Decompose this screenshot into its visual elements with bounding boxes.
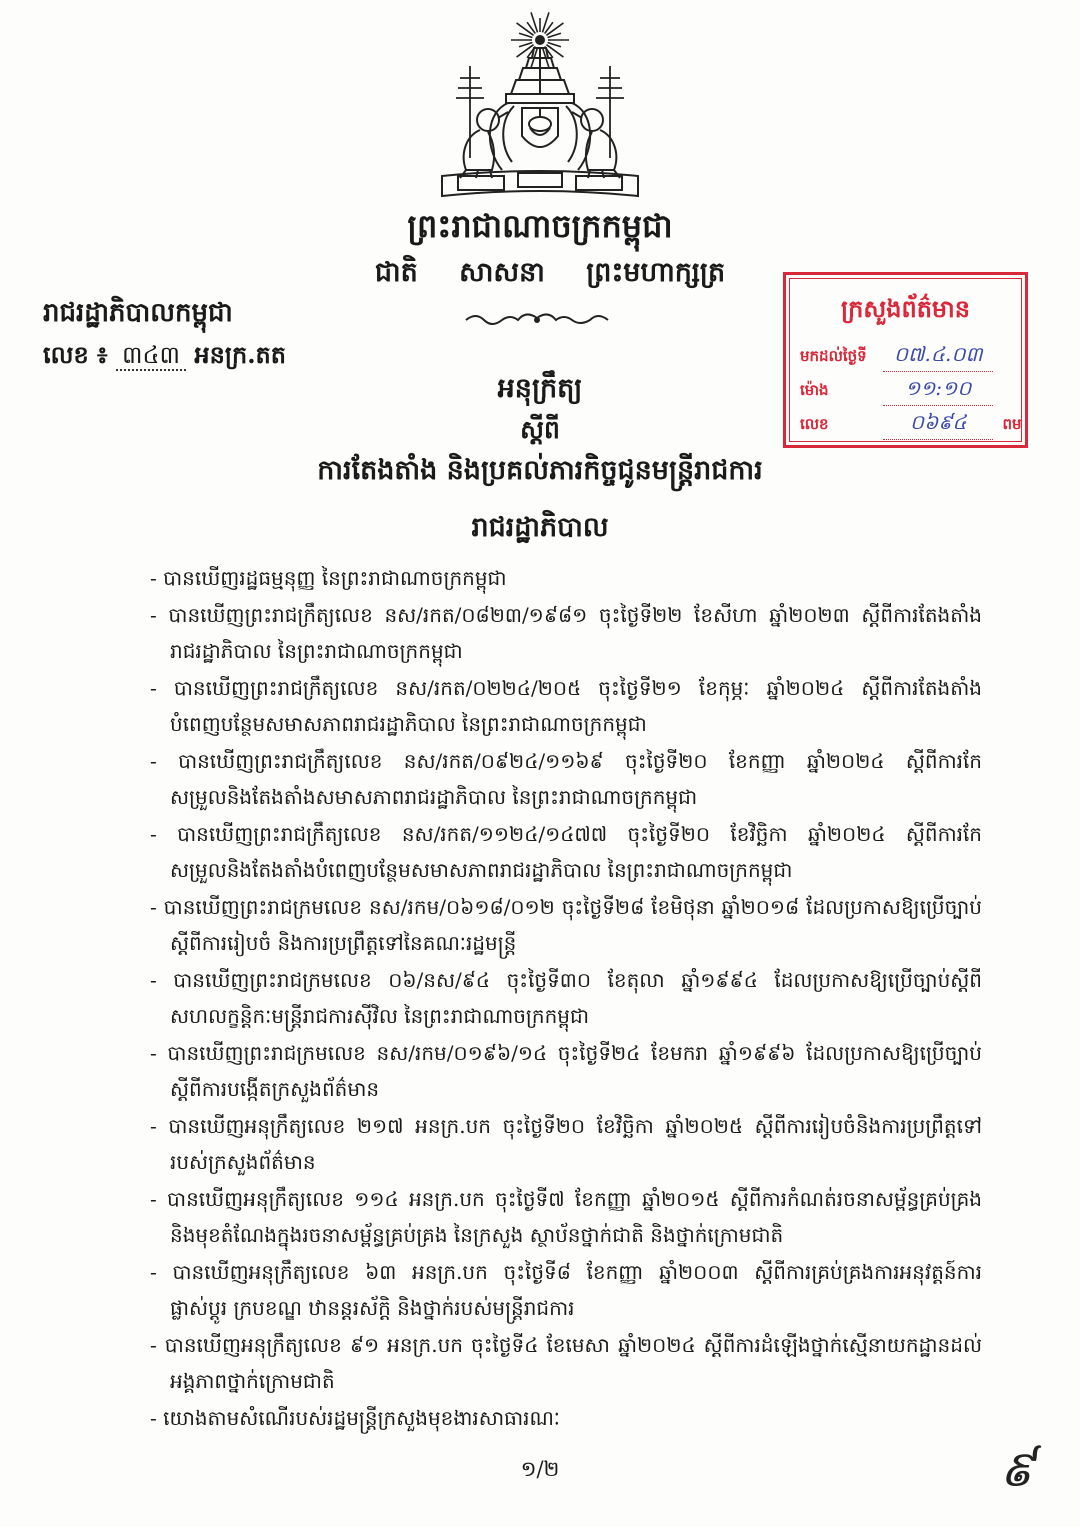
stamp-received-label: មកដល់ថ្ងៃទី bbox=[800, 347, 867, 365]
emblem-crown bbox=[506, 48, 574, 103]
recital-line: - បានឃើញព្រះរាជក្រឹត្យលេខ នស/រកត/០៩២៤/១១៦៩ ចុះថ្ងៃទី២០ ខែកញ្ញា ឆ្នាំ២០២៤ ស្ដីពីការកែ bbox=[150, 748, 982, 773]
stamp-received-date: ០៧.៤.០៣ bbox=[883, 337, 993, 372]
recital-line: - បានឃើញអនុក្រឹត្យលេខ ១១៤ អនក្រ.បក ចុះថ្ងៃទី៧ ខែកញ្ញា ឆ្នាំ២០១៥ ស្ដីពីការកំណត់រចនាសម្ព័ន្ធគ្រប់គ្រង bbox=[150, 1186, 982, 1211]
recital-line: និងមុខតំណែងក្នុងរចនាសម្ព័ន្ធគ្រប់គ្រង នៃក្រសួង ស្ថាប័នថ្នាក់ជាតិ និងថ្នាក់ក្រោមជាតិ bbox=[170, 1223, 784, 1247]
recital-line: - បានឃើញអនុក្រឹត្យលេខ ២១៧ អនក្រ.បក ចុះថ្ងៃទី២០ ខែវិច្ឆិកា ឆ្នាំ២០២៥ ស្ដីពីការរៀបចំនិងការប្រព្រឹត្តទៅ bbox=[150, 1113, 982, 1138]
recital-line: រាជរដ្ឋាភិបាល នៃព្រះរាជាណាចក្រកម្ពុជា bbox=[170, 639, 463, 663]
recital-line: - យោងតាមសំណើរបស់រដ្ឋមន្ត្រីក្រសួងមុខងារសាធារណៈ bbox=[150, 1405, 561, 1430]
issuing-authority: រាជរដ្ឋាភិបាលកម្ពុជា bbox=[43, 298, 233, 328]
stamp-number-value: ០៦៩៤ bbox=[883, 405, 993, 440]
stamp-time-value: ១១:១០ bbox=[883, 371, 993, 406]
recital-line: ស្ដីពីការបង្កើតក្រសួងព័ត៌មាន bbox=[170, 1077, 380, 1101]
stamp-number-label: លេខ bbox=[800, 415, 829, 433]
document-number-label: លេខ ៖ bbox=[43, 340, 108, 369]
recital-line: សម្រួលនិងតែងតាំងសមាសភាពរាជរដ្ឋាភិបាល នៃព្រះរាជាណាចក្រកម្ពុជា bbox=[170, 785, 698, 809]
enacting-authority: រាជរដ្ឋាភិបាល bbox=[471, 512, 609, 543]
document-number-value: ៣៤៣ bbox=[116, 341, 186, 371]
recital-line: - បានឃើញព្រះរាជក្រមលេខ ០៦/នស/៩៤ ចុះថ្ងៃទី៣០ ខែតុលា ឆ្នាំ១៩៩៤ ដែលប្រកាសឱ្យប្រើច្បាប់ស្ដីពី bbox=[150, 967, 982, 992]
stamp-time-label: ម៉ោង bbox=[800, 381, 829, 399]
emblem-sun-center bbox=[535, 35, 545, 45]
emblem-banner bbox=[442, 171, 638, 196]
recitals-list bbox=[150, 560, 982, 1436]
recital-line: - បានឃើញរដ្ឋធម្មនុញ្ញ នៃព្រះរាជាណាចក្រកម្ពុជា bbox=[150, 566, 507, 590]
stamp-ministry: ក្រសួងព័ត៌មាន bbox=[840, 295, 971, 323]
document-type: អនុក្រឹត្យ bbox=[497, 373, 583, 404]
document-number-suffix: អនក្រ.តត bbox=[194, 340, 287, 369]
recital-line: - បានឃើញព្រះរាជក្រឹត្យលេខ នស/រកត/០២២៤/២០៥ ចុះថ្ងៃទី២១ ខែកុម្ភៈ ឆ្នាំ២០២៤ ស្ដីពីការតែងតាំង bbox=[150, 675, 982, 700]
received-stamp bbox=[783, 272, 1028, 448]
royal-coat-of-arms-emblem bbox=[430, 8, 650, 200]
recital-line: អង្គភាពថ្នាក់ក្រោមជាតិ bbox=[170, 1369, 335, 1393]
recital-line: - បានឃើញអនុក្រឹត្យលេខ ៩១ អនក្រ.បក ចុះថ្ងៃទី៤ ខែមេសា ឆ្នាំ២០២៤ ស្ដីពីការដំឡើងថ្នាក់ស្មើនាយកដ្ឋានដល់ bbox=[150, 1332, 982, 1357]
recital-line: - បានឃើញព្រះរាជក្រមលេខ នស/រកម/០៦១៨/០១២ ចុះថ្ងៃទី២៨ ខែមិថុនា ឆ្នាំ២០១៨ ដែលប្រកាសឱ្យប្រើច្បាប់ bbox=[150, 894, 982, 919]
handwritten-margin-note: ៩ bbox=[999, 1440, 1035, 1498]
page-number: ១/២ bbox=[520, 1457, 560, 1481]
stamp-time-row bbox=[800, 371, 1012, 405]
ornament-divider bbox=[462, 308, 612, 330]
motto-nation: ជាតិ bbox=[374, 257, 418, 288]
motto-king: ព្រះមហាក្សត្រ bbox=[586, 257, 726, 288]
emblem-shield bbox=[522, 108, 558, 147]
motto-religion: សាសនា bbox=[459, 257, 545, 288]
recital-line: របស់ក្រសួងព័ត៌មាន bbox=[170, 1150, 316, 1174]
national-motto bbox=[330, 252, 770, 294]
recital-line: សហលក្ខន្តិកៈមន្ត្រីរាជការស៊ីវិល នៃព្រះរាជាណាចក្រកម្ពុជា bbox=[170, 1004, 590, 1028]
recital-line: ស្ដីពីការរៀបចំ និងការប្រព្រឹត្តទៅនៃគណៈរដ្ឋមន្ត្រី bbox=[170, 931, 517, 955]
recital-line: - បានឃើញព្រះរាជក្រឹត្យលេខ នស/រកត/០៨២៣/១៩៨១ ចុះថ្ងៃទី២២ ខែសីហា ឆ្នាំ២០២៣ ស្ដីពីការតែងតាំង bbox=[150, 602, 982, 627]
stamp-number-row bbox=[800, 405, 1022, 439]
stamp-number-suffix: ពម bbox=[1002, 415, 1022, 433]
recital-line: - បានឃើញព្រះរាជក្រឹត្យលេខ នស/រកត/១១២៤/១៤៧៧ ចុះថ្ងៃទី២០ ខែវិច្ឆិកា ឆ្នាំ២០២៤ ស្ដីពីការកែ bbox=[150, 821, 982, 846]
recital-line: - បានឃើញអនុក្រឹត្យលេខ ៦៣ អនក្រ.បក ចុះថ្ងៃទី៨ ខែកញ្ញា ឆ្នាំ២០០៣ ស្ដីពីការគ្រប់គ្រងការអនុវត្តន៍ការ bbox=[150, 1259, 982, 1284]
stamp-received-row bbox=[800, 337, 1012, 371]
kingdom-heading: ព្រះរាជាណាចក្រកម្ពុជា bbox=[407, 207, 673, 245]
recital-line: - បានឃើញព្រះរាជក្រមលេខ នស/រកម/០១៩៦/១៤ ចុះថ្ងៃទី២៤ ខែមករា ឆ្នាំ១៩៩៦ ដែលប្រកាសឱ្យប្រើច្បាប់ bbox=[150, 1040, 982, 1065]
document-subject: ការតែងតាំង និងប្រគល់ភារកិច្ចជូនមន្ត្រីរាជការ bbox=[317, 455, 763, 486]
recital-line: សម្រួលនិងតែងតាំងបំពេញបន្ថែមសមាសភាពរាជរដ្ឋាភិបាល នៃព្រះរាជាណាចក្រកម្ពុជា bbox=[170, 858, 793, 882]
title-about: ស្ដីពី bbox=[520, 415, 560, 444]
recital-line: បំពេញបន្ថែមសមាសភាពរាជរដ្ឋាភិបាល នៃព្រះរាជាណាចក្រកម្ពុជា bbox=[170, 712, 647, 736]
recital-line: ផ្លាស់ប្ដូរ ក្របខណ្ឌ ឋានន្តរស័ក្ដិ និងថ្នាក់របស់មន្ត្រីរាជការ bbox=[170, 1296, 575, 1320]
document-number bbox=[43, 334, 343, 376]
